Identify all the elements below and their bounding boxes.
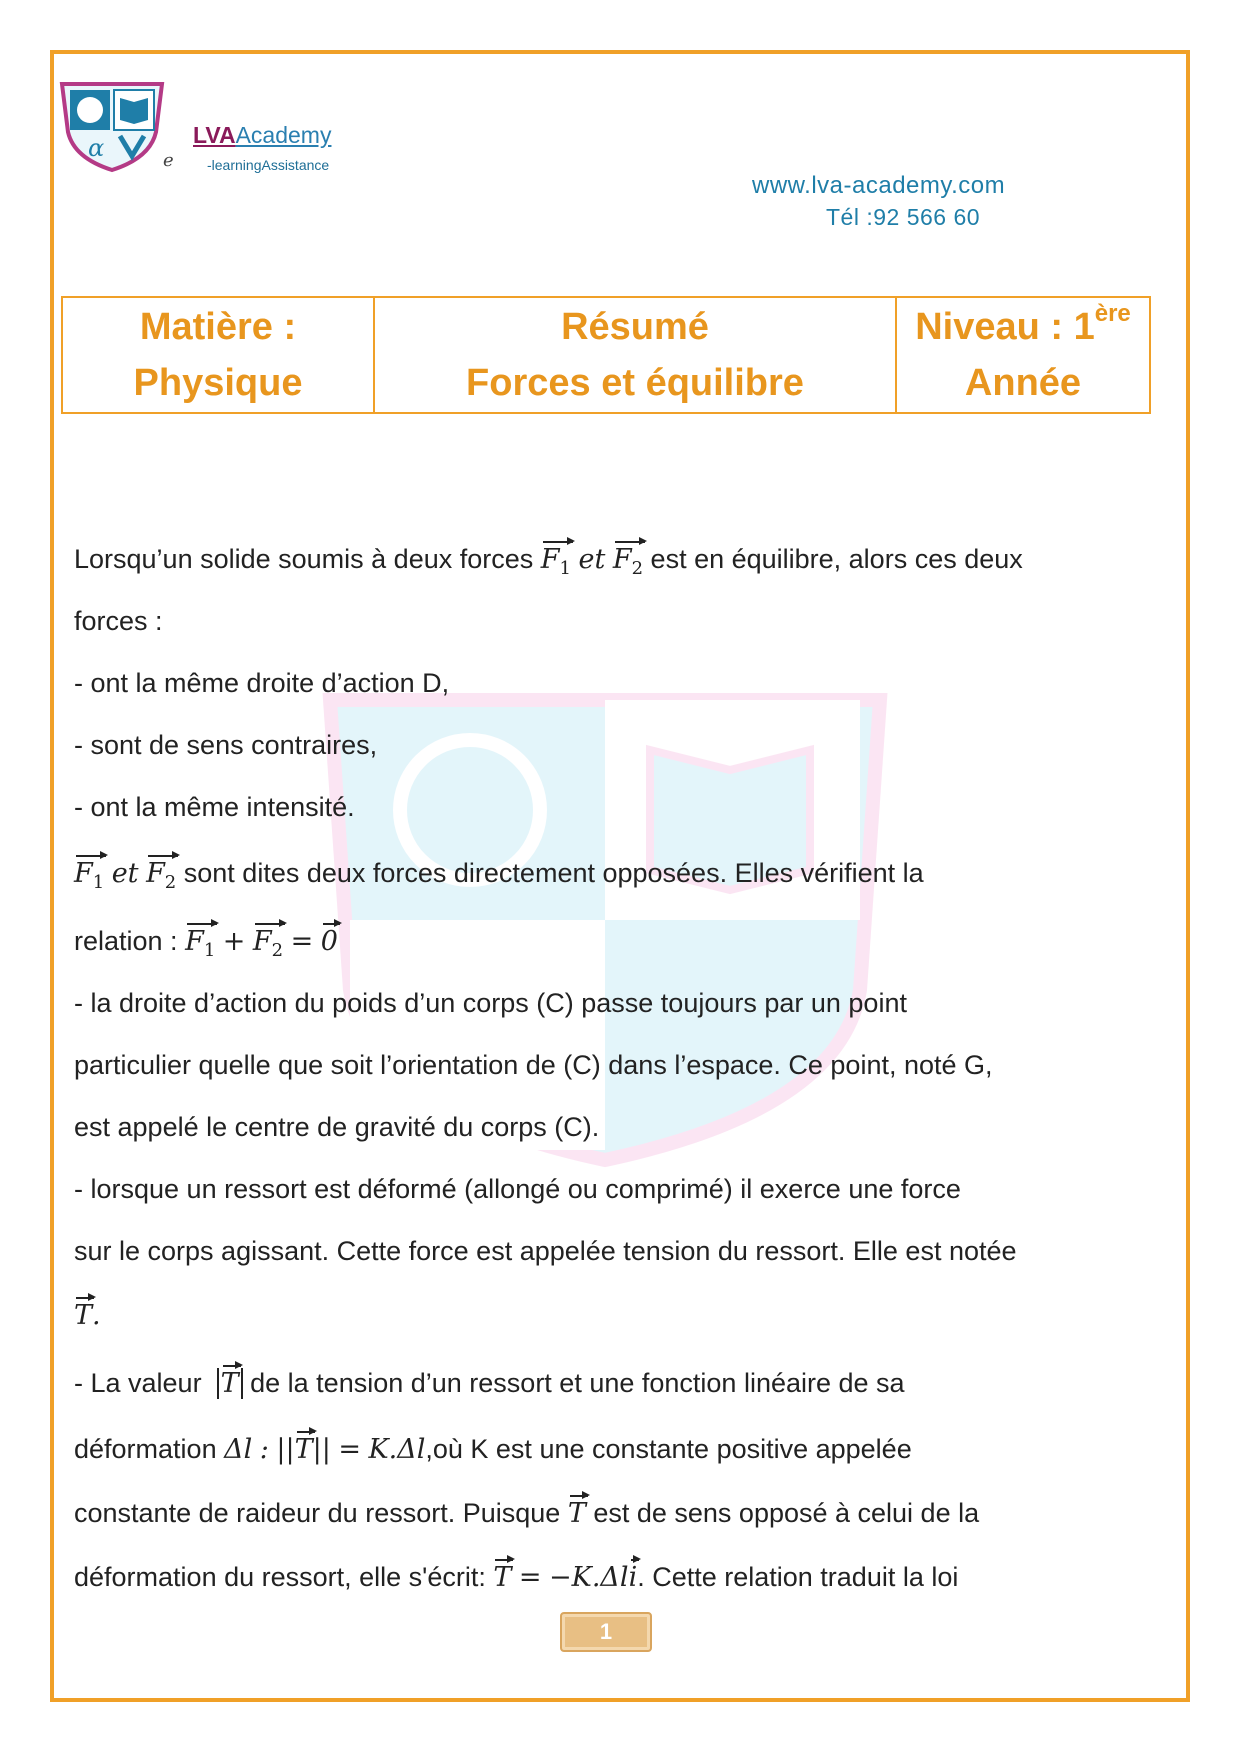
logo-e-letter: e — [163, 150, 174, 171]
text: est en équilibre, alors ces deux — [650, 544, 1023, 574]
text: constante de raideur du ressort. Puisque — [74, 1498, 561, 1528]
text: déformation du ressort, elle s'écrit: — [74, 1562, 486, 1592]
svg-text:α: α — [88, 134, 105, 162]
page-number: 1 — [560, 1612, 652, 1652]
math-plus: + — [222, 926, 246, 957]
text: - La valeur — [74, 1368, 202, 1398]
level-cell — [896, 297, 1150, 413]
brand-lva: LVA — [193, 122, 236, 148]
math-et: et — [111, 858, 139, 889]
subject-value: Physique — [133, 362, 303, 404]
level-value: Année — [964, 362, 1082, 404]
text: relation : — [74, 926, 178, 956]
paragraph-line: est appelé le centre de gravité du corps (C). — [74, 1112, 600, 1142]
topic-title: Forces et équilibre — [466, 362, 804, 404]
text: de la tension d’un ressort et une fonction linéaire de sa — [250, 1368, 905, 1398]
lva-shield-logo-icon — [58, 80, 166, 174]
vector-f1: $F_1$ — [185, 926, 216, 961]
paragraph-line: déformation du ressort, elle s'écrit: T = −K.Δli. Cette relation traduit la loi — [74, 1562, 959, 1593]
vector-f2: $F_2$ — [252, 926, 284, 961]
vector-i: i — [628, 1562, 638, 1593]
text: sont dites deux forces directement opposées. Elles vérifient la — [183, 858, 924, 888]
text: est de sens opposé à celui de la — [593, 1498, 980, 1528]
vector-f1: $F_1$ — [540, 544, 571, 579]
vector-f2: $F_2$ — [612, 544, 644, 579]
vector-t: T — [74, 1300, 93, 1331]
paragraph-line — [74, 1368, 905, 1399]
norm-t: T — [217, 1368, 243, 1399]
text: ,où K est une constante positive appelée — [425, 1434, 912, 1464]
level-line — [898, 299, 1148, 355]
list-item: - sont de sens contraires, — [74, 730, 378, 760]
vector-t: T — [294, 1434, 313, 1465]
paragraph-line — [74, 926, 338, 961]
info-table — [61, 296, 1151, 414]
phone-number: Tél :92 566 60 — [826, 204, 981, 230]
paragraph-line — [74, 1498, 979, 1529]
paragraph-line: forces : — [74, 606, 163, 636]
paragraph-line: - la droite d’action du poids d’un corps (C) passe toujours par un point — [74, 988, 907, 1018]
vector-t: T — [493, 1562, 512, 1593]
level-label: Niveau : 1 — [915, 306, 1095, 348]
vector-t: T — [567, 1498, 586, 1529]
brand-academy: Academy — [235, 122, 332, 148]
vector-zero: 0 — [320, 926, 338, 957]
text: déformation — [74, 1434, 217, 1464]
math-equals: = — [290, 926, 314, 957]
text: Lorsqu’un solide soumis à deux forces — [74, 544, 534, 574]
subject-cell — [62, 297, 374, 413]
level-sup: ère — [1094, 300, 1131, 327]
vector-f1: $F_1$ — [74, 858, 105, 893]
topic-cell — [374, 297, 896, 413]
brand-tagline: -learningAssistance — [207, 157, 330, 173]
text: . Cette relation traduit la loi — [637, 1562, 959, 1592]
doc-type: Résumé — [561, 306, 709, 348]
vector-f2: $F_2$ — [146, 858, 177, 893]
math-delta-l: Δl — [224, 1434, 253, 1465]
paragraph-line: déformation Δl : ||T|| = K.Δl,où K est une constante positive appelée — [74, 1434, 912, 1465]
website-link[interactable]: www.lva-academy.com — [752, 172, 1006, 199]
paragraph-line: - lorsque un ressort est déformé (allongé ou comprimé) il exerce une force — [74, 1174, 961, 1204]
list-item: - ont la même droite d’action D, — [74, 668, 450, 698]
paragraph-line: T. — [74, 1300, 101, 1331]
paragraph-line: sur le corps agissant. Cette force est appelée tension du ressort. Elle est notée — [74, 1236, 1017, 1266]
brand-name — [193, 122, 331, 149]
math-et: et — [578, 544, 606, 575]
paragraph-line — [74, 858, 924, 893]
paragraph-line: particulier quelle que soit l’orientation de (C) dans l’espace. Ce point, noté G, — [74, 1050, 993, 1080]
list-item: - ont la même intensité. — [74, 792, 355, 822]
paragraph-line — [74, 544, 1023, 579]
subject-label: Matière : — [139, 306, 297, 348]
